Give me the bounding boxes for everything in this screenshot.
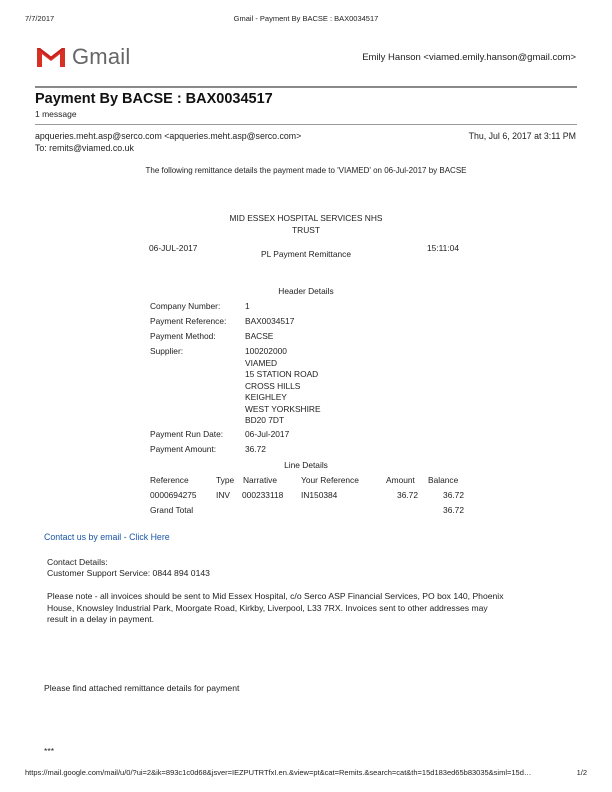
contact-email-link[interactable]: Contact us by email - Click Here bbox=[44, 532, 170, 542]
remittance-doc-title: PL Payment Remittance bbox=[261, 249, 351, 259]
col-header-your-reference: Your Reference bbox=[301, 475, 359, 485]
header-details-title: Header Details bbox=[278, 286, 334, 296]
payment-reference-value: BAX0034517 bbox=[245, 316, 295, 326]
supplier-line: VIAMED bbox=[245, 357, 278, 368]
payment-reference-label: Payment Reference: bbox=[150, 316, 227, 326]
supplier-line: BD20 7DT bbox=[245, 415, 285, 425]
org-name-line1: MID ESSEX HOSPITAL SERVICES NHS bbox=[229, 213, 383, 223]
message-date: Thu, Jul 6, 2017 at 3:11 PM bbox=[468, 131, 576, 141]
message-to: To: remits@viamed.co.uk bbox=[35, 143, 134, 153]
supplier-label: Supplier: bbox=[150, 346, 184, 356]
message-from: apqueries.meht.asp@serco.com <apqueries.meht.asp@serco.com> bbox=[35, 131, 302, 141]
supplier-line: KEIGHLEY bbox=[245, 392, 287, 402]
payment-run-date-value: 06-Jul-2017 bbox=[245, 429, 290, 439]
remittance-date: 06-JUL-2017 bbox=[149, 243, 198, 253]
col-header-balance: Balance bbox=[428, 475, 459, 485]
payment-method-value: BACSE bbox=[245, 331, 274, 341]
col-header-narrative: Narrative bbox=[243, 475, 277, 485]
org-name-line2: TRUST bbox=[292, 225, 320, 235]
print-date: 7/7/2017 bbox=[25, 14, 55, 23]
gmail-wordmark: Gmail bbox=[72, 44, 131, 69]
company-number-label: Company Number: bbox=[150, 301, 221, 311]
customer-support-line: Customer Support Service: 0844 894 0143 bbox=[47, 568, 210, 578]
payment-run-date-label: Payment Run Date: bbox=[150, 429, 224, 439]
col-header-amount: Amount bbox=[386, 475, 415, 485]
col-header-type: Type bbox=[216, 475, 235, 485]
supplier-line: 100202000 bbox=[245, 346, 287, 356]
supplier-address bbox=[245, 346, 321, 427]
print-page-number: 1/2 bbox=[576, 768, 587, 777]
invoice-note bbox=[47, 591, 504, 626]
remittance-intro: The following remittance details the payment made to 'VIAMED' on 06-Jul-2017 by BACSE bbox=[145, 166, 467, 175]
row-balance: 36.72 bbox=[443, 490, 464, 500]
gmail-m-logo-icon bbox=[35, 45, 67, 69]
print-title: Gmail - Payment By BACSE : BAX0034517 bbox=[233, 14, 379, 23]
supplier-line: CROSS HILLS bbox=[245, 380, 301, 391]
row-type: INV bbox=[216, 490, 230, 500]
company-number-value: 1 bbox=[245, 301, 250, 311]
payment-method-label: Payment Method: bbox=[150, 331, 216, 341]
header-divider bbox=[35, 86, 577, 88]
contact-details-label: Contact Details: bbox=[47, 557, 108, 567]
message-count: 1 message bbox=[35, 109, 77, 119]
remittance-time: 15:11:04 bbox=[427, 243, 459, 253]
line-details-title: Line Details bbox=[284, 460, 328, 470]
invoice-note-line: result in a delay in payment. bbox=[47, 614, 155, 624]
row-narrative: 000233118 bbox=[242, 490, 284, 500]
payment-amount-value: 36.72 bbox=[245, 444, 266, 454]
closing-stars: *** bbox=[44, 746, 55, 756]
col-header-reference: Reference bbox=[150, 475, 189, 485]
attached-note: Please find attached remittance details for payment bbox=[44, 683, 240, 693]
row-reference: 0000694275 bbox=[150, 490, 197, 500]
row-amount: 36.72 bbox=[397, 490, 418, 500]
account-email: Emily Hanson <viamed.emily.hanson@gmail.com> bbox=[362, 52, 576, 63]
invoice-note-line: House, Knowsley Industrial Park, Moorgate Road, Kirkby, Liverpool, L33 7RX. Invoices sent to other addresses may bbox=[47, 602, 488, 613]
supplier-line: WEST YORKSHIRE bbox=[245, 403, 321, 414]
print-url: https://mail.google.com/mail/u/0/?ui=2&ik=893c1c0d68&jsver=IEZPUTRTfxI.en.&view=pt&cat=Remits.&search=cat&th=15d183ed65b83035&siml=15d… bbox=[25, 768, 532, 777]
payment-amount-label: Payment Amount: bbox=[150, 444, 217, 454]
thread-subject: Payment By BACSE : BAX0034517 bbox=[35, 91, 273, 107]
subject-divider bbox=[35, 124, 577, 125]
row-your-reference: IN150384 bbox=[301, 490, 338, 500]
grand-total-value: 36.72 bbox=[443, 505, 464, 515]
grand-total-label: Grand Total bbox=[150, 505, 194, 515]
invoice-note-line: Please note - all invoices should be sent to Mid Essex Hospital, c/o Serco ASP Financial Services, PO box 140, Phoenix bbox=[47, 591, 504, 601]
supplier-line: 15 STATION ROAD bbox=[245, 369, 319, 379]
